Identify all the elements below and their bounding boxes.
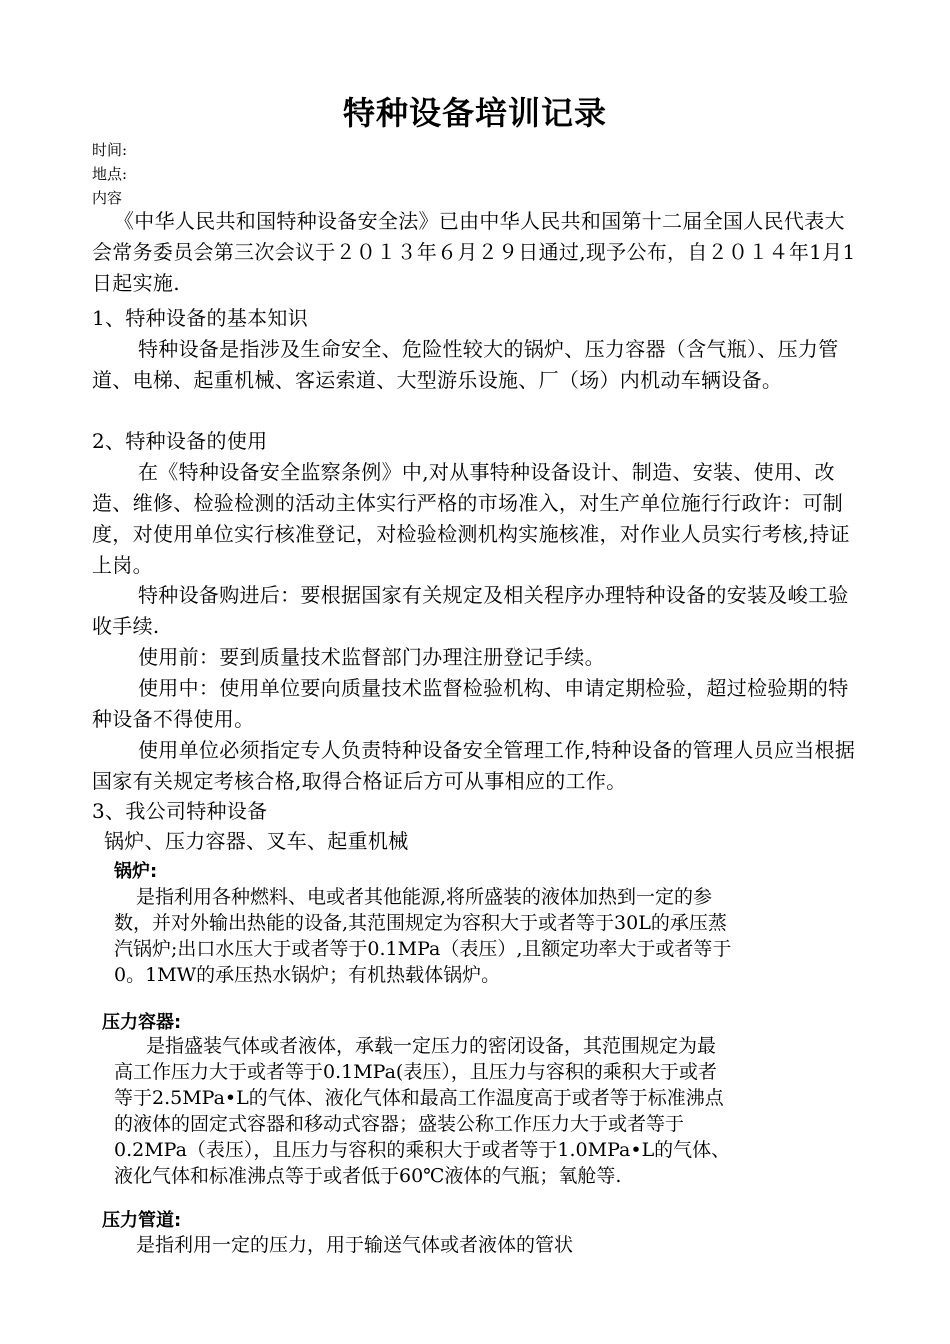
section-1-paragraph: 特种设备是指涉及生命安全、危险性较大的锅炉、压力容器（含气瓶）、压力管道、电梯、起重机械、客运索道、大型游乐设施、厂（场）内机动车辆设备。 — [92, 337, 839, 392]
boiler-heading: 锅炉: — [114, 861, 158, 882]
section-3-heading: 3、我公司特种设备 — [92, 799, 268, 823]
section-1-heading: 1、特种设备的基本知识 — [92, 306, 309, 330]
pressure-pipe-paragraph: 是指利用一定的压力，用于输送气体或者液体的管状 — [136, 1234, 574, 1256]
pressure-vessel-heading: 压力容器: — [102, 1012, 182, 1033]
pressure-vessel-paragraph: 是指盛装气体或者液体，承载一定压力的密闭设备，其范围规定为最高工作压力大于或者等于0.1MPa(表压），且压力与容积的乘积大于或者等于2.5MPa•L的气体、液化气体和最高工作温度高于或者等于标准沸点的液体的固定式容器和移动式容器；盛装公称工作压力大于或者等于0.2MPa（表压），且压力与容积的乘积大于或者等于1.0MPa•L的气体、液化气体和标准沸点等于或者低于60℃液体的气瓶；氧舱等. — [114, 1035, 731, 1187]
boiler-paragraph: 是指利用各种燃料、电或者其他能源,将所盛装的液体加热到一定的参数，并对外输出热能的设备,其范围规定为容积大于或者等于30L的承压蒸汽锅炉;出口水压大于或者等于0.1MPa（表压）,且额定功率大于或者等于0。1MW的承压热水锅炉；有机热载体锅炉。 — [114, 886, 732, 986]
intro-paragraph: 《中华人民共和国特种设备安全法》已由中华人民共和国第十二届全国人民代表大会常务委员会第三次会议于２０１３年６月２９日通过,现予公布，自２０１４年1月1日起实施. — [92, 209, 856, 295]
time-label: 时间: — [92, 141, 128, 159]
section-2-paragraph-4: 使用中：使用单位要向质量技术监督检验机构、申请定期检验，超过检验期的特种设备不得使用。 — [92, 676, 849, 731]
content-label: 内容 — [92, 189, 123, 207]
place-label: 地点: — [92, 165, 128, 183]
section-2-paragraph-2: 特种设备购进后：要根据国家有关规定及相关程序办理特种设备的安装及峻工验收手续. — [92, 583, 849, 638]
section-2-heading: 2、特种设备的使用 — [92, 429, 268, 453]
section-2-paragraph-5: 使用单位必须指定专人负责特种设备安全管理工作,特种设备的管理人员应当根据国家有关规定考核合格,取得合格证后方可从事相应的工作。 — [92, 738, 856, 793]
section-2-paragraph-3: 使用前：要到质量技术监督部门办理注册登记手续。 — [138, 645, 605, 669]
pressure-pipe-heading: 压力管道: — [102, 1210, 182, 1231]
section-2-paragraph-1: 在《特种设备安全监察条例》中,对从事特种设备设计、制造、安装、使用、改造、维修、检验检测的活动主体实行严格的市场准入，对生产单位施行行政许：可制度，对使用单位实行核准登记，对检验检测机构实施核准，对作业人员实行考核,持证上岗。 — [92, 460, 850, 577]
document-title: 特种设备培训记录 — [342, 94, 607, 132]
equipment-list: 锅炉、压力容器、叉车、起重机械 — [104, 829, 409, 853]
